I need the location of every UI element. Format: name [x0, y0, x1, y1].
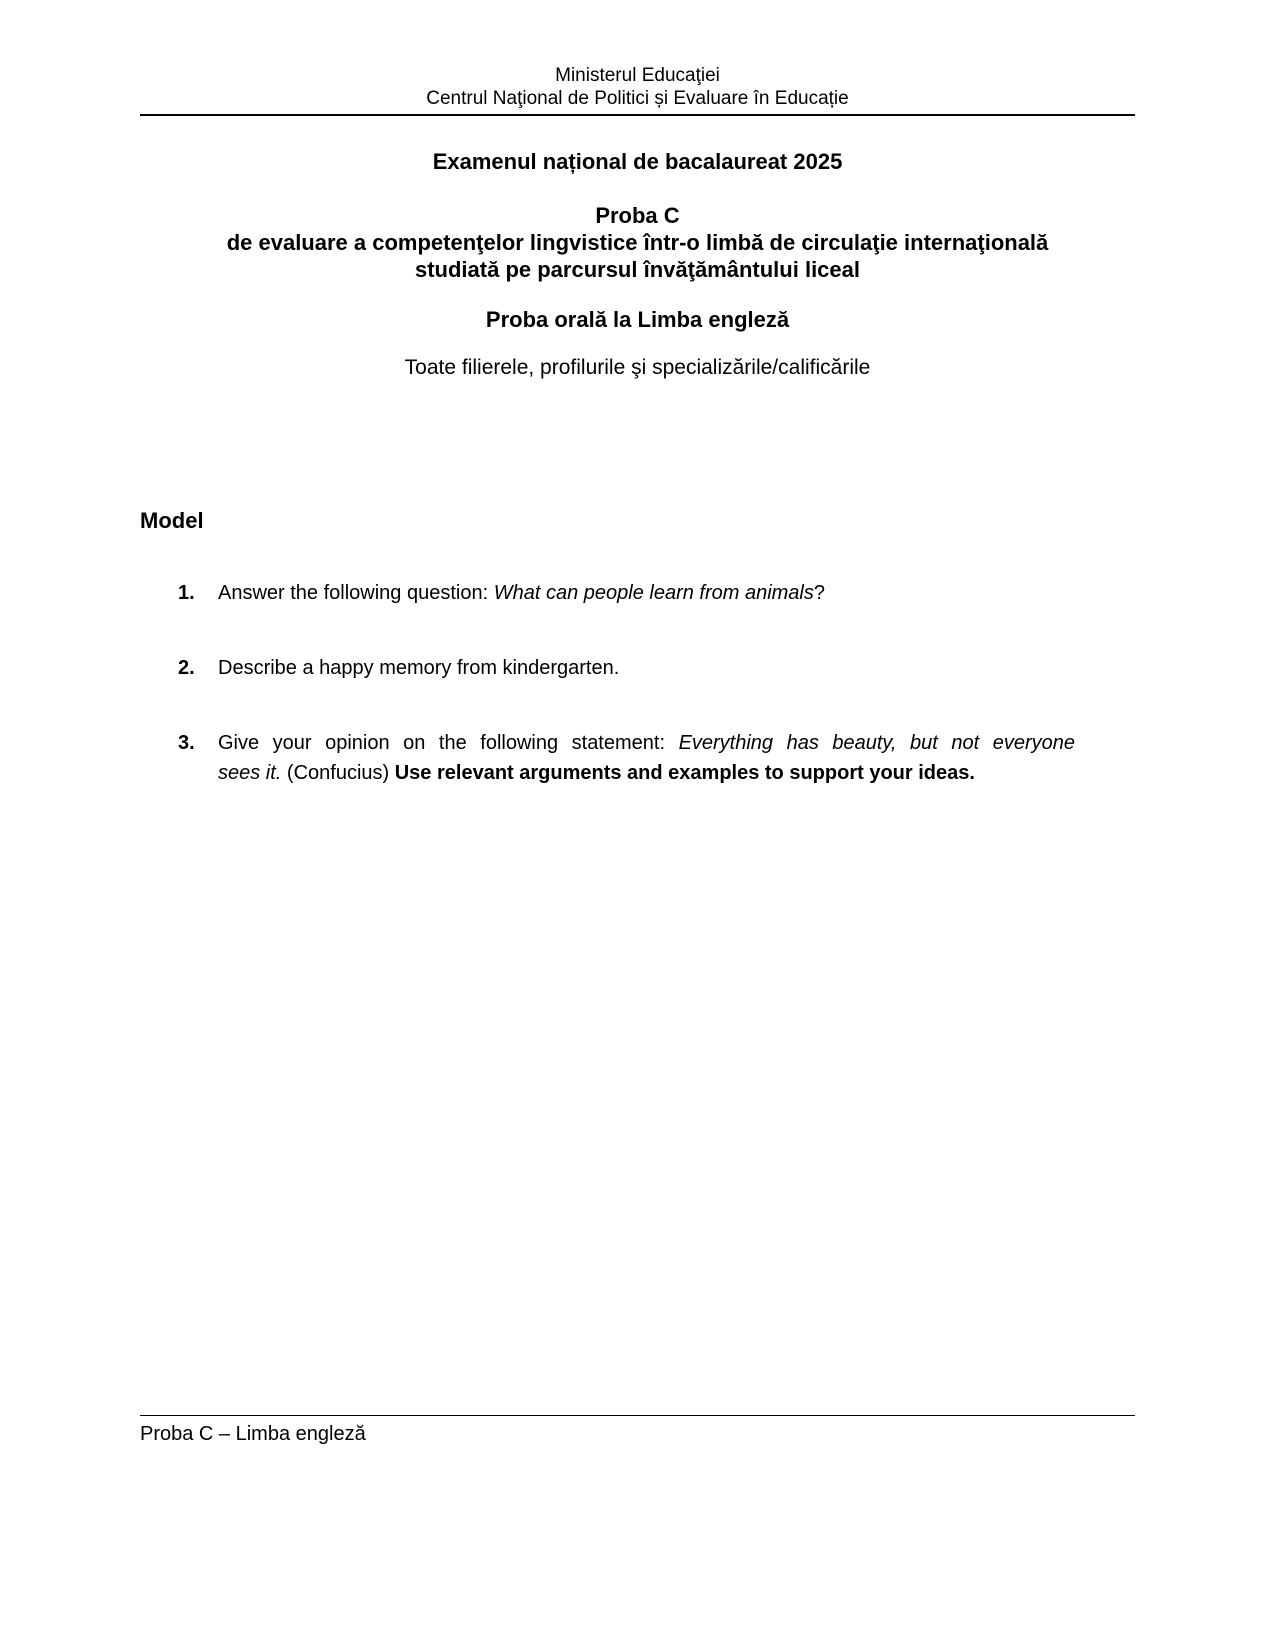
- national-center-line: Centrul Naţional de Politici și Evaluare în Educație: [426, 88, 849, 109]
- question-1-number: 1.: [178, 582, 195, 604]
- footer-label: Proba C – Limba engleză: [140, 1423, 366, 1445]
- question-3-number: 3.: [178, 732, 195, 754]
- question-list: [140, 578, 1135, 788]
- question-2-text: [218, 653, 1075, 683]
- question-1-text: [218, 578, 1075, 608]
- question-3-prefix: Give your opinion on the following statement:: [218, 732, 679, 754]
- question-3-attribution: (Confucius): [281, 762, 395, 784]
- proba-block: [140, 202, 1135, 283]
- question-2: [178, 653, 1135, 683]
- question-3-text: [218, 728, 1075, 788]
- header-rule: [140, 114, 1135, 116]
- oral-exam-title: Proba orală la Limba engleză: [485, 307, 790, 332]
- document-content: [0, 0, 1275, 788]
- question-1-prefix: Answer the following question:: [218, 582, 494, 604]
- proba-description-line2: studiată pe parcursul învăţământului liceal: [414, 257, 861, 282]
- ministry-line: Ministerul Educaţiei: [555, 65, 720, 86]
- document-footer: [140, 1415, 1135, 1446]
- proba-label: Proba C: [595, 203, 680, 228]
- question-1: [178, 578, 1135, 608]
- question-3-quote-part1: Everything has beauty, but not everyone: [678, 732, 1075, 754]
- filiere-line: Toate filierele, profilurile şi specializările/calificările: [404, 356, 871, 379]
- question-3-line-2: [218, 758, 1075, 788]
- document-header: [140, 64, 1135, 110]
- exam-main-title: Examenul național de bacalaureat 2025: [432, 149, 843, 174]
- question-3-instruction: Use relevant arguments and examples to support your ideas.: [394, 762, 975, 784]
- question-3-quote-part2: sees it.: [218, 762, 282, 784]
- question-1-quote: What can people learn from animals: [493, 582, 814, 604]
- model-label: Model: [140, 508, 204, 533]
- question-2-body: Describe a happy memory from kindergarten.: [218, 657, 620, 679]
- proba-description-line1: de evaluare a competenţelor lingvistice într-o limbă de circulaţie internaţională: [226, 230, 1049, 255]
- question-3: [178, 728, 1135, 788]
- question-2-number: 2.: [178, 657, 195, 679]
- question-1-suffix: ?: [813, 582, 825, 604]
- question-3-line-1: [218, 728, 1075, 758]
